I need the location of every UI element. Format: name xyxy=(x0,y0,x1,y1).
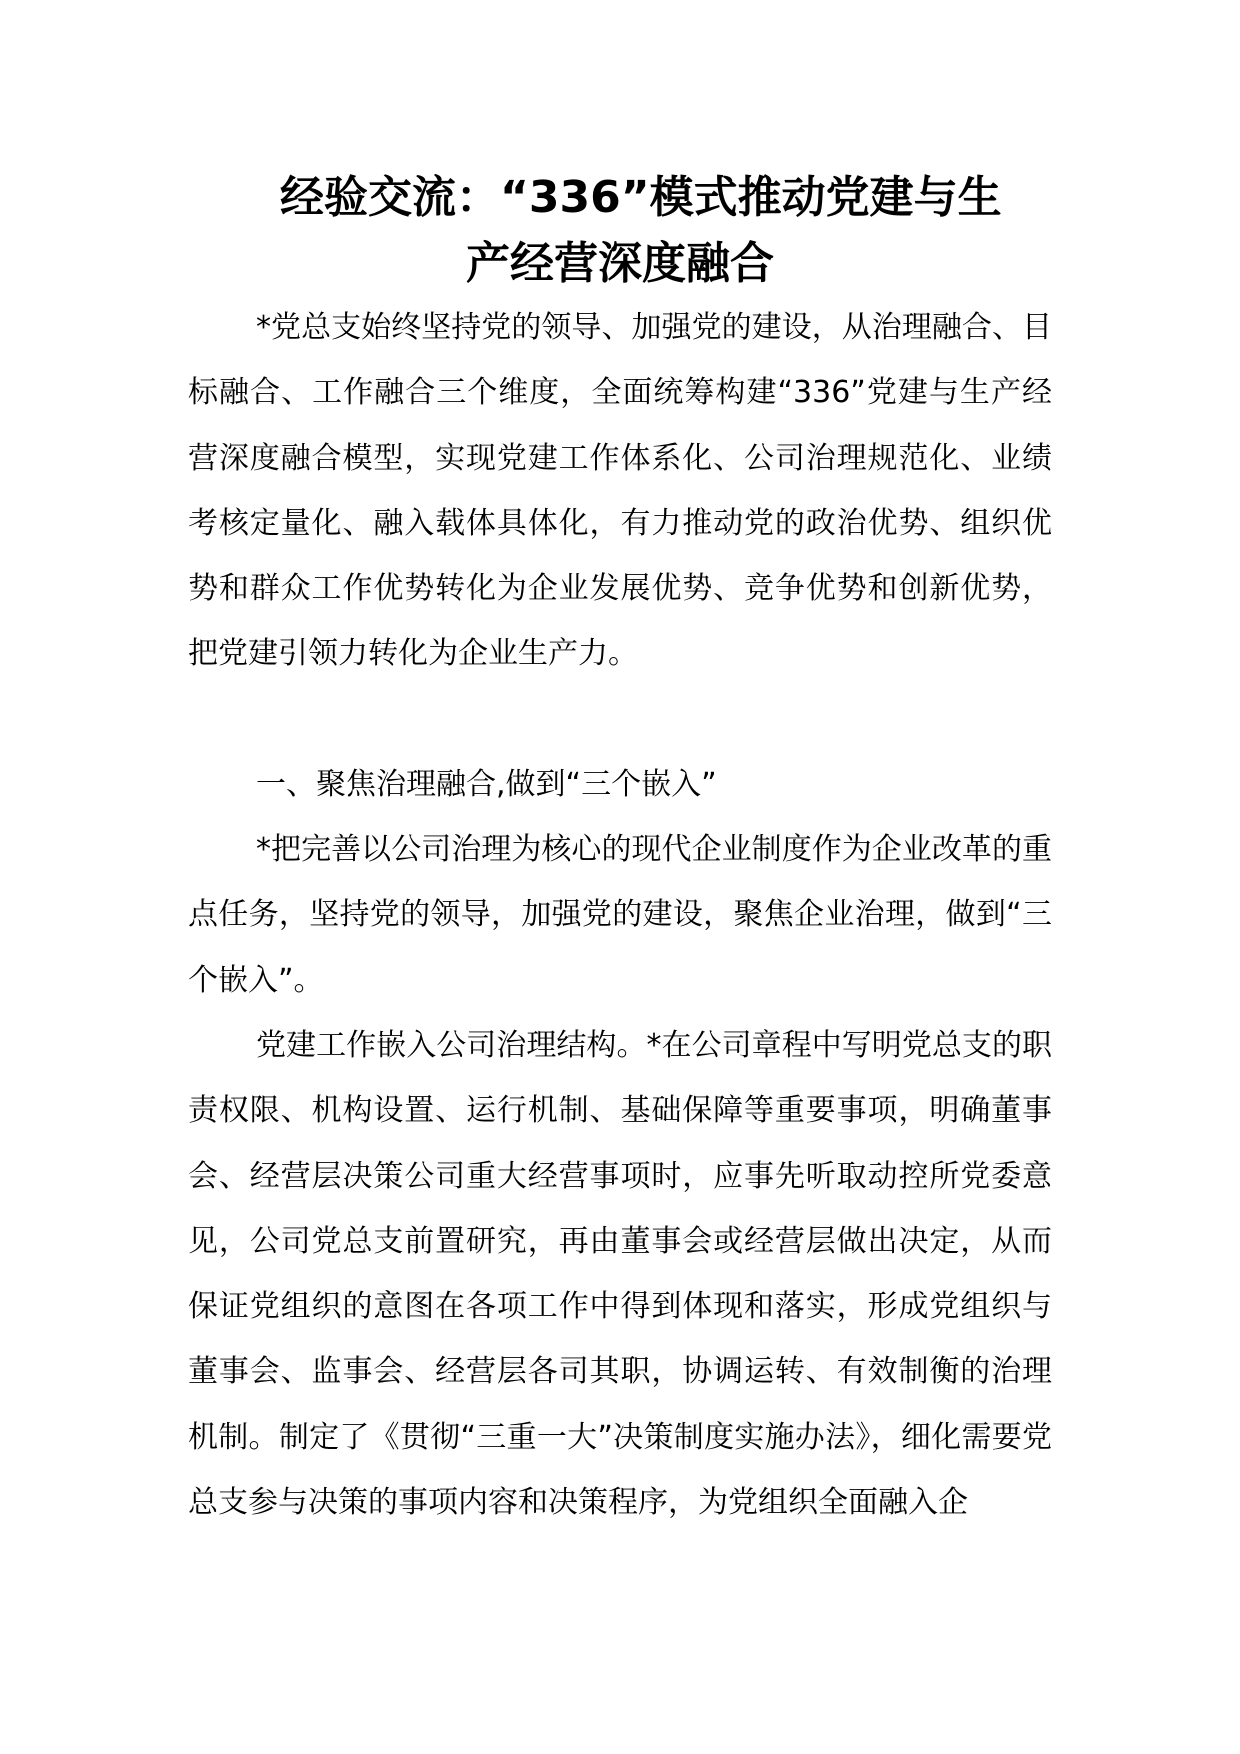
document-title-line-1: 经验交流：“336”模式推动党建与生 xyxy=(280,172,1002,223)
intro-paragraph: *党总支始终坚持党的领导、加强党的建设，从治理融合、目标融合、工作融合三个维度，全面统筹构建“336”党建与生产经营深度融合模型，实现党建工作体系化、公司治理规范化、业绩考核定量化、融入载体具体化，有力推动党的政治优势、组织优势和群众工作优势转化为企业发展优势、竞争优势和创新优势，把党建引领力转化为企业生产力。 xyxy=(188,310,1052,672)
document-title-line-2: 产经营深度融合 xyxy=(466,238,774,289)
section-heading-governance: 一、聚焦治理融合,做到“三个嵌入” xyxy=(256,767,717,802)
governance-overview-paragraph: *把完善以公司治理为核心的现代企业制度作为企业改革的重点任务，坚持党的领导，加强党的建设，聚焦企业治理，做到“三个嵌入”。 xyxy=(188,832,1052,998)
governance-structure-paragraph: 党建工作嵌入公司治理结构。*在公司章程中写明党总支的职责权限、机构设置、运行机制、基础保障等重要事项，明确董事会、经营层决策公司重大经营事项时，应事先听取动控所党委意见，公司党总支前置研究，再由董事会或经营层做出决定，从而保证党组织的意图在各项工作中得到体现和落实，形成党组织与董事会、监事会、经营层各司其职，协调运转、有效制衡的治理机制。制定了《贯彻“三重一大”决策制度实施办法》，细化需要党总支参与决策的事项内容和决策程序，为党组织全面融入企 xyxy=(188,1028,1052,1521)
